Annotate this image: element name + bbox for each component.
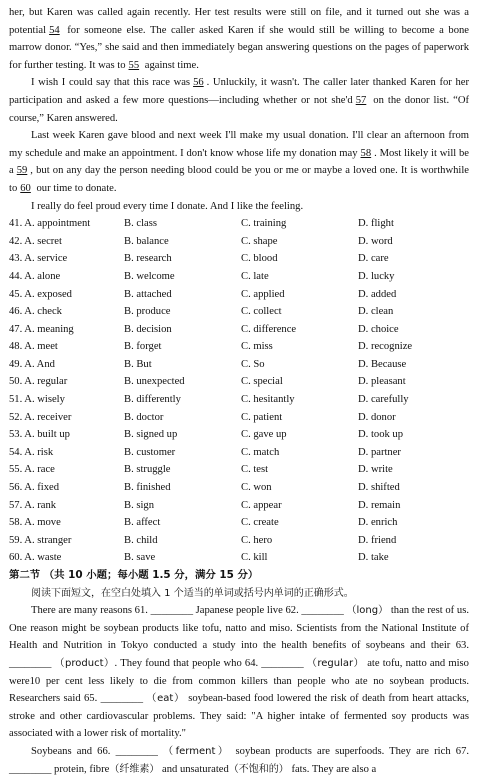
option-row: 47. A. meaning B. decision C. difference D. choice: [9, 323, 399, 335]
blank-65: ________: [100, 693, 144, 705]
section-2-title: 第二节 （共 10 小题；每小题 1.5 分，满分 15 分）: [9, 569, 259, 581]
section-2-instruction: 阅读下面短文，在空白处填入 1 个适当的单词或括号内单词的正确形式。: [31, 587, 354, 599]
option-row: 54. A. risk B. customer C. match D. partner: [9, 446, 401, 458]
blank-55: 55: [128, 59, 140, 71]
option-row: 51. A. wisely B. differently C. hesitantly D. carefully: [9, 394, 409, 406]
passage-paragraph-3: Last week Karen gave blood and next week I'll make my usual donation. I'll clear an afternoon from my schedule and make an appointment. I don't know whose life my donation may 58 . Most likely it will be a 59 , but on any day the person needing blood could be you or me or maybe a loved one. It is worthwhile to 60 our time to donate.: [9, 130, 470, 194]
blank-67: ________: [9, 763, 52, 775]
passage-b-paragraph-2: Soybeans and 66. ________ （ferment） soybean products are superfoods. They are rich 67. ________ protein, fibre（纤维素） and unsaturated（不饱和的） fats. They are also a: [9, 745, 470, 775]
blank-61: ________: [150, 605, 193, 617]
blank-59: 59: [16, 165, 28, 177]
blank-60: 60: [20, 182, 31, 194]
hint-62: （long）: [346, 605, 389, 617]
hint-64: （regular）: [306, 657, 365, 669]
option-row: 60. A. waste B. save C. kill D. take: [9, 552, 389, 564]
option-row: 44. A. alone B. welcome C. late D. lucky: [9, 270, 395, 282]
passage-paragraph-2: I wish I could say that this race was 56 . Unluckily, it wasn't. The caller later thanked Karen for her participation and asked a few more questions—including whether or not she'd 57 on the donor list. “Of course,” Karen answered.: [9, 77, 469, 124]
blank-62: ________: [301, 605, 344, 617]
option-row: 52. A. receiver B. doctor C. patient D. donor: [9, 411, 396, 423]
passage-paragraph-4: I really do feel proud every time I donate. And I like the feeling.: [31, 200, 304, 212]
option-row: 55. A. race B. struggle C. test D. write: [9, 464, 393, 476]
hint-66: （ferment）: [163, 745, 231, 757]
hint-fibre: （纤维素）: [109, 763, 160, 775]
passage-b-paragraph-1: There are many reasons 61. ________ Japanese people live 62. ________ （long） than the rest of us. One reason might be soybean products like tofu, natto and miso. Scientists from the National Institute of Health and Nutrition in Tokyo conducted a study into the health benefits of soybeans and their 63. ________ （product）. They found that people who 64. ________ （regular） ate tofu, natto and miso were10 per cent less likely to die from common killers than people who ate no soybean products. Researchers said 65. ________ （eat） soybean-based food lowered the risk of death from heart attacks, stroke and other cardiovascular problems. They said: "A higher intake of fermented soy products was associated with a lower risk of mortality.": [9, 605, 469, 740]
blank-63: ________: [9, 657, 52, 669]
option-row: 42. A. secret B. balance C. shape D. word: [9, 235, 393, 247]
hint-63: （product）: [54, 657, 115, 669]
blank-57: 57: [355, 94, 367, 106]
option-row: 48. A. meet B. forget C. miss D. recognize: [9, 341, 413, 353]
option-row: 56. A. fixed B. finished C. won D. shifted: [9, 482, 400, 494]
option-row: 43. A. service B. research C. blood D. care: [9, 253, 389, 265]
blank-64: ________: [261, 657, 304, 669]
blank-66: ________: [115, 745, 158, 757]
hint-unsaturated: （不饱和的）: [228, 763, 289, 775]
blank-56: 56: [193, 77, 204, 89]
option-row: 58. A. move B. affect C. create D. enrich: [9, 517, 398, 529]
option-row: 45. A. exposed B. attached C. applied D. added: [9, 288, 397, 300]
hint-65: （eat）: [146, 693, 185, 705]
options-table: [9, 215, 469, 567]
option-row: 57. A. rank B. sign C. appear D. remain: [9, 499, 401, 511]
option-row: 46. A. check B. produce C. collect D. clean: [9, 306, 394, 318]
option-row: 50. A. regular B. unexpected C. special D. pleasant: [9, 376, 406, 388]
passage-paragraph-1: her, but Karen was called again recently. Her test results were still on file, and it turned out she was a potential 54 for someone else. The caller asked Karen if she would still be willing to become a bone marrow donor. “Yes,” she said and then immediately began answering questions on the pages of paperwork for further testing. It was to 55 against time.: [9, 7, 470, 71]
option-row: 53. A. built up B. signed up C. gave up D. took up: [9, 429, 404, 441]
option-row: 49. A. And B. But C. So D. Because: [9, 358, 407, 370]
blank-54: 54: [49, 24, 60, 36]
option-row: 59. A. stranger B. child C. hero D. friend: [9, 534, 397, 546]
option-row: 41. A. appointment B. class C. training D. flight: [9, 218, 394, 230]
blank-58: 58: [360, 147, 372, 159]
